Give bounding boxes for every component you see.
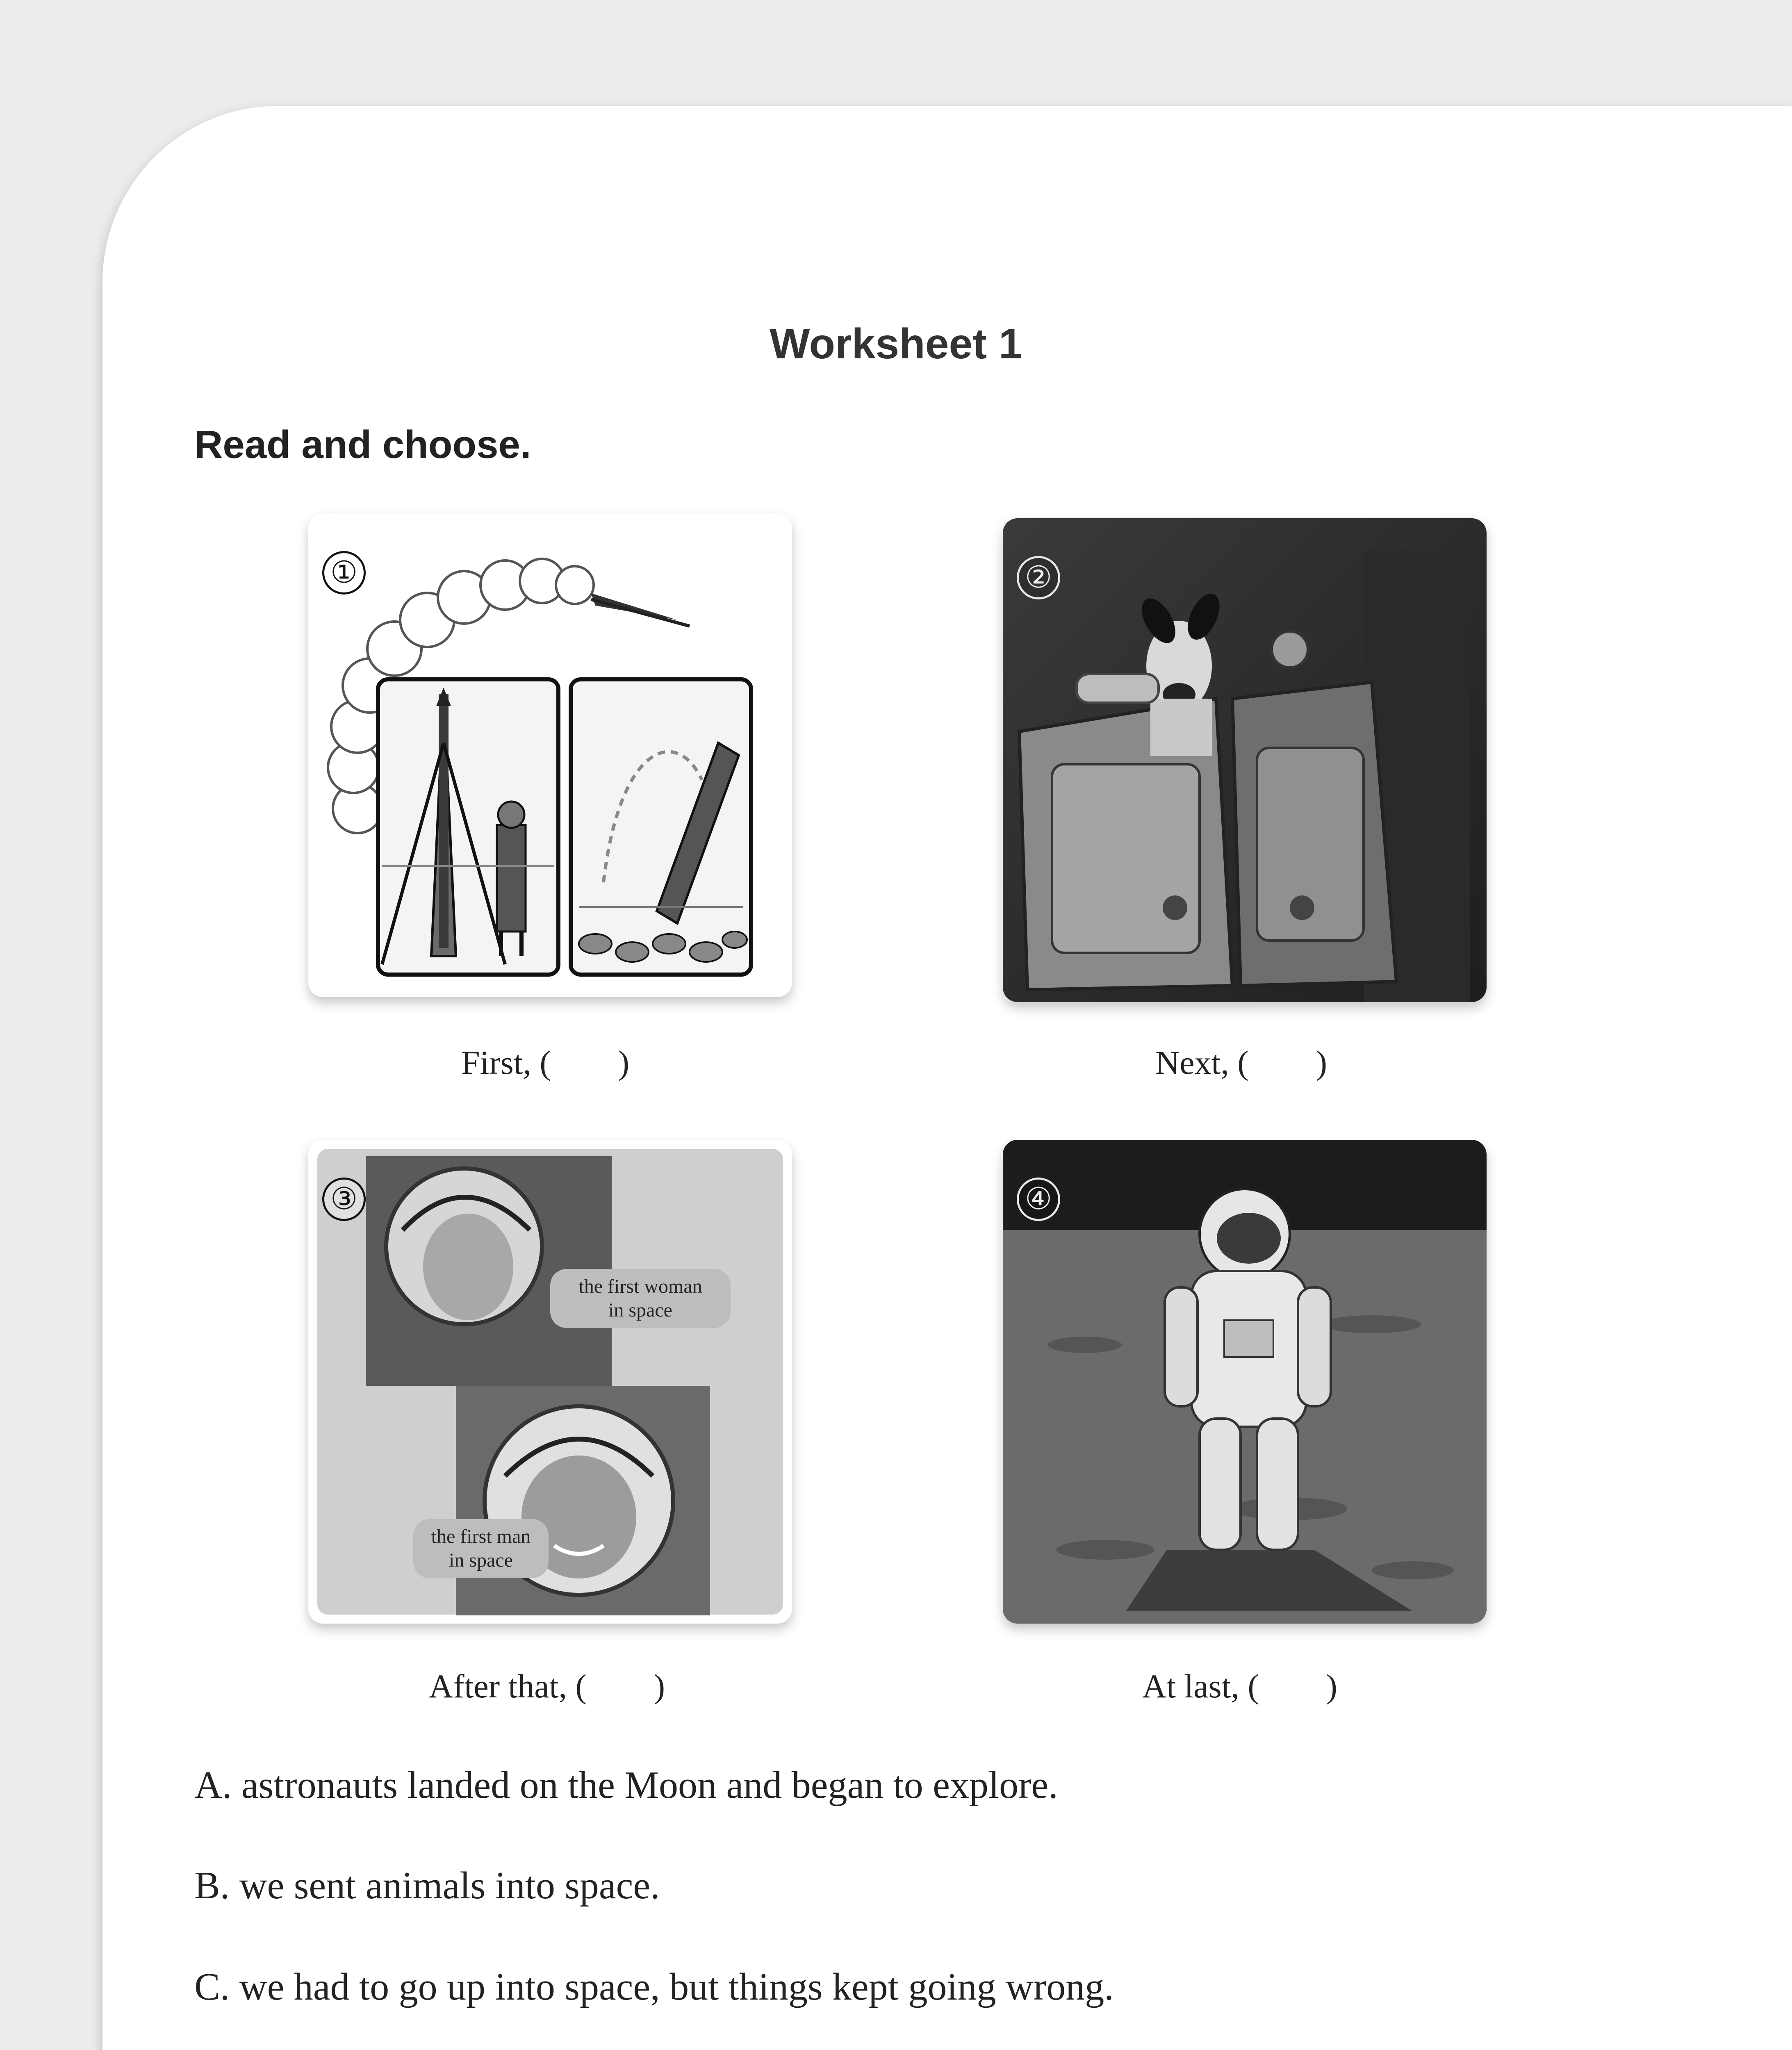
speech-bubble-first-man <box>413 1519 549 1578</box>
caption-after-that: After that, ( ) <box>429 1667 665 1705</box>
instruction: Read and choose. <box>194 423 531 467</box>
dog-in-space-capsule-photo <box>1003 518 1487 1002</box>
option-b: B. we sent animals into space. <box>194 1864 660 1907</box>
caption-at-last: At last, ( ) <box>1142 1667 1337 1705</box>
picture-number-2: ② <box>1017 556 1060 599</box>
picture-number-4: ④ <box>1017 1178 1060 1221</box>
rocket-launch-illustration <box>308 513 792 997</box>
astronaut-on-moon-photo <box>1003 1140 1487 1624</box>
speech-bubble-first-woman <box>550 1269 731 1328</box>
bubble-line: the first woman <box>578 1276 702 1297</box>
picture-4 <box>1003 1140 1487 1624</box>
caption-first: First, ( ) <box>461 1044 629 1081</box>
picture-number-3: ③ <box>322 1178 366 1221</box>
bubble-line: in space <box>449 1549 513 1571</box>
cosmonaut-portraits-photo <box>308 1140 792 1624</box>
worksheet-title: Worksheet 1 <box>770 320 1022 368</box>
picture-number-1: ① <box>322 551 366 594</box>
bubble-line: the first man <box>431 1526 531 1547</box>
picture-2 <box>1003 518 1487 1002</box>
picture-1 <box>308 513 792 997</box>
bubble-line: in space <box>608 1299 672 1321</box>
caption-next: Next, ( ) <box>1155 1044 1327 1081</box>
option-a: A. astronauts landed on the Moon and began to explore. <box>194 1764 1058 1806</box>
picture-3 <box>308 1140 792 1624</box>
option-c: C. we had to go up into space, but things kept going wrong. <box>194 1966 1114 2008</box>
worksheet-sheet <box>102 106 1792 2050</box>
